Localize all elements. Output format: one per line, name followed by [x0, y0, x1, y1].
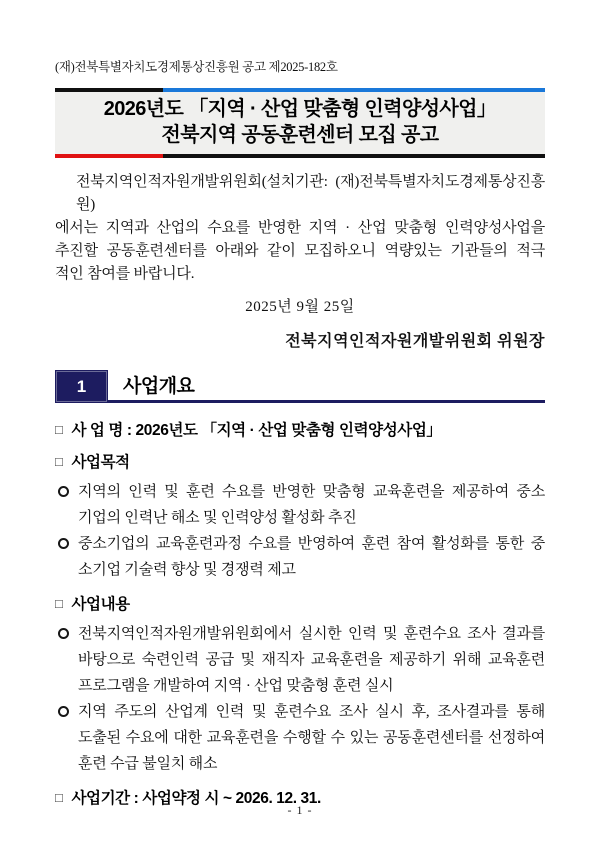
square-bullet-icon: □ — [55, 596, 63, 611]
title-box — [55, 88, 545, 158]
bullet-line: 도출된 수요에 대한 교육훈련을 수행할 수 있는 공동훈련센터를 선정하여 — [78, 730, 545, 746]
intro-line: 추진할 공동훈련센터를 아래와 같이 모집하오니 역량있는 기관들의 적극 — [55, 243, 545, 259]
period-text: 사업기간 : 사업약정 시 ~ 2026. 12. 31. — [71, 790, 321, 807]
bullet-line: 지역의 인력 및 훈련 수요를 반영한 맞춤형 교육훈련을 제공하여 중소 — [78, 484, 545, 500]
bullet-line: 중소기업의 교육훈련과정 수요를 반영하여 훈련 참여 활성화를 통한 중 — [78, 536, 545, 552]
list-item — [55, 479, 545, 531]
square-bullet-icon: □ — [55, 790, 63, 805]
purpose-heading-text: 사업목적 — [71, 454, 130, 471]
document-title-line-1: 2026년도 「지역 · 산업 맞춤형 인력양성사업」 — [103, 98, 497, 120]
square-bullet-icon: □ — [55, 454, 63, 469]
document-title-line-2: 전북지역 공동훈련센터 모집 공고 — [161, 124, 439, 146]
bullet-line: 프로그램을 개발하여 지역 · 산업 맞춤형 훈련 실시 — [78, 678, 394, 694]
section-title-underline — [108, 370, 545, 403]
content-heading-line — [55, 593, 545, 617]
intro-paragraph — [55, 171, 545, 286]
intro-line: 전북지역인적자원개발위원회(설치기관: (재)전북특별자치도경제통상진흥원) — [76, 174, 545, 213]
top-border-blue-segment — [163, 88, 545, 92]
content-bullet-list — [55, 621, 545, 777]
list-item — [55, 621, 545, 699]
bullet-line: 전북지역인적자원개발위원회에서 실시한 인력 및 훈련수요 조사 결과를 — [78, 626, 545, 642]
circle-bullet-icon — [58, 706, 69, 717]
bottom-border-red-segment — [55, 154, 163, 158]
purpose-heading-line — [55, 451, 545, 475]
intro-line: 적인 참여를 바랍니다. — [55, 266, 195, 282]
top-border-black-segment — [55, 88, 163, 92]
intro-line: 에서는 지역과 산업의 수요를 반영한 지역 · 산업 맞춤형 인력양성사업을 — [55, 220, 545, 236]
square-bullet-icon: □ — [55, 422, 63, 437]
page-number: - 1 - — [287, 803, 313, 817]
bullet-line: 바탕으로 숙련인력 공급 및 재직자 교육훈련을 제공하기 위해 교육훈련 — [78, 652, 545, 668]
bullet-line: 훈련 수급 불일치 해소 — [78, 756, 218, 772]
circle-bullet-icon — [58, 486, 69, 497]
notice-number: (재)전북특별자치도경제통상진흥원 공고 제2025-182호 — [55, 60, 338, 74]
purpose-bullet-list — [55, 479, 545, 583]
circle-bullet-icon — [58, 628, 69, 639]
section-number-badge: 1 — [55, 370, 108, 403]
section-1-header — [55, 370, 545, 403]
list-item — [55, 699, 545, 777]
announcement-date: 2025년 9월 25일 — [245, 299, 355, 315]
bullet-line: 소기업 기술력 향상 및 경쟁력 제고 — [78, 562, 296, 578]
title-box-top-border — [55, 88, 545, 92]
title-box-body — [55, 92, 545, 154]
section-title: 사업개요 — [123, 375, 195, 397]
title-box-bottom-border — [55, 154, 545, 158]
project-name-text: 사 업 명 : 2026년도 「지역 · 산업 맞춤형 인력양성사업」 — [71, 422, 442, 439]
signature-line: 전북지역인적자원개발위원회 위원장 — [285, 333, 545, 350]
bottom-border-black-segment — [163, 154, 545, 158]
circle-bullet-icon — [58, 538, 69, 549]
bullet-line: 기업의 인력난 해소 및 인력양성 활성화 추진 — [78, 510, 357, 526]
list-item — [55, 531, 545, 583]
bullet-line: 지역 주도의 산업계 인력 및 훈련수요 조사 실시 후, 조사결과를 통해 — [78, 704, 545, 720]
project-name-line — [55, 419, 545, 443]
content-heading-text: 사업내용 — [71, 596, 130, 613]
